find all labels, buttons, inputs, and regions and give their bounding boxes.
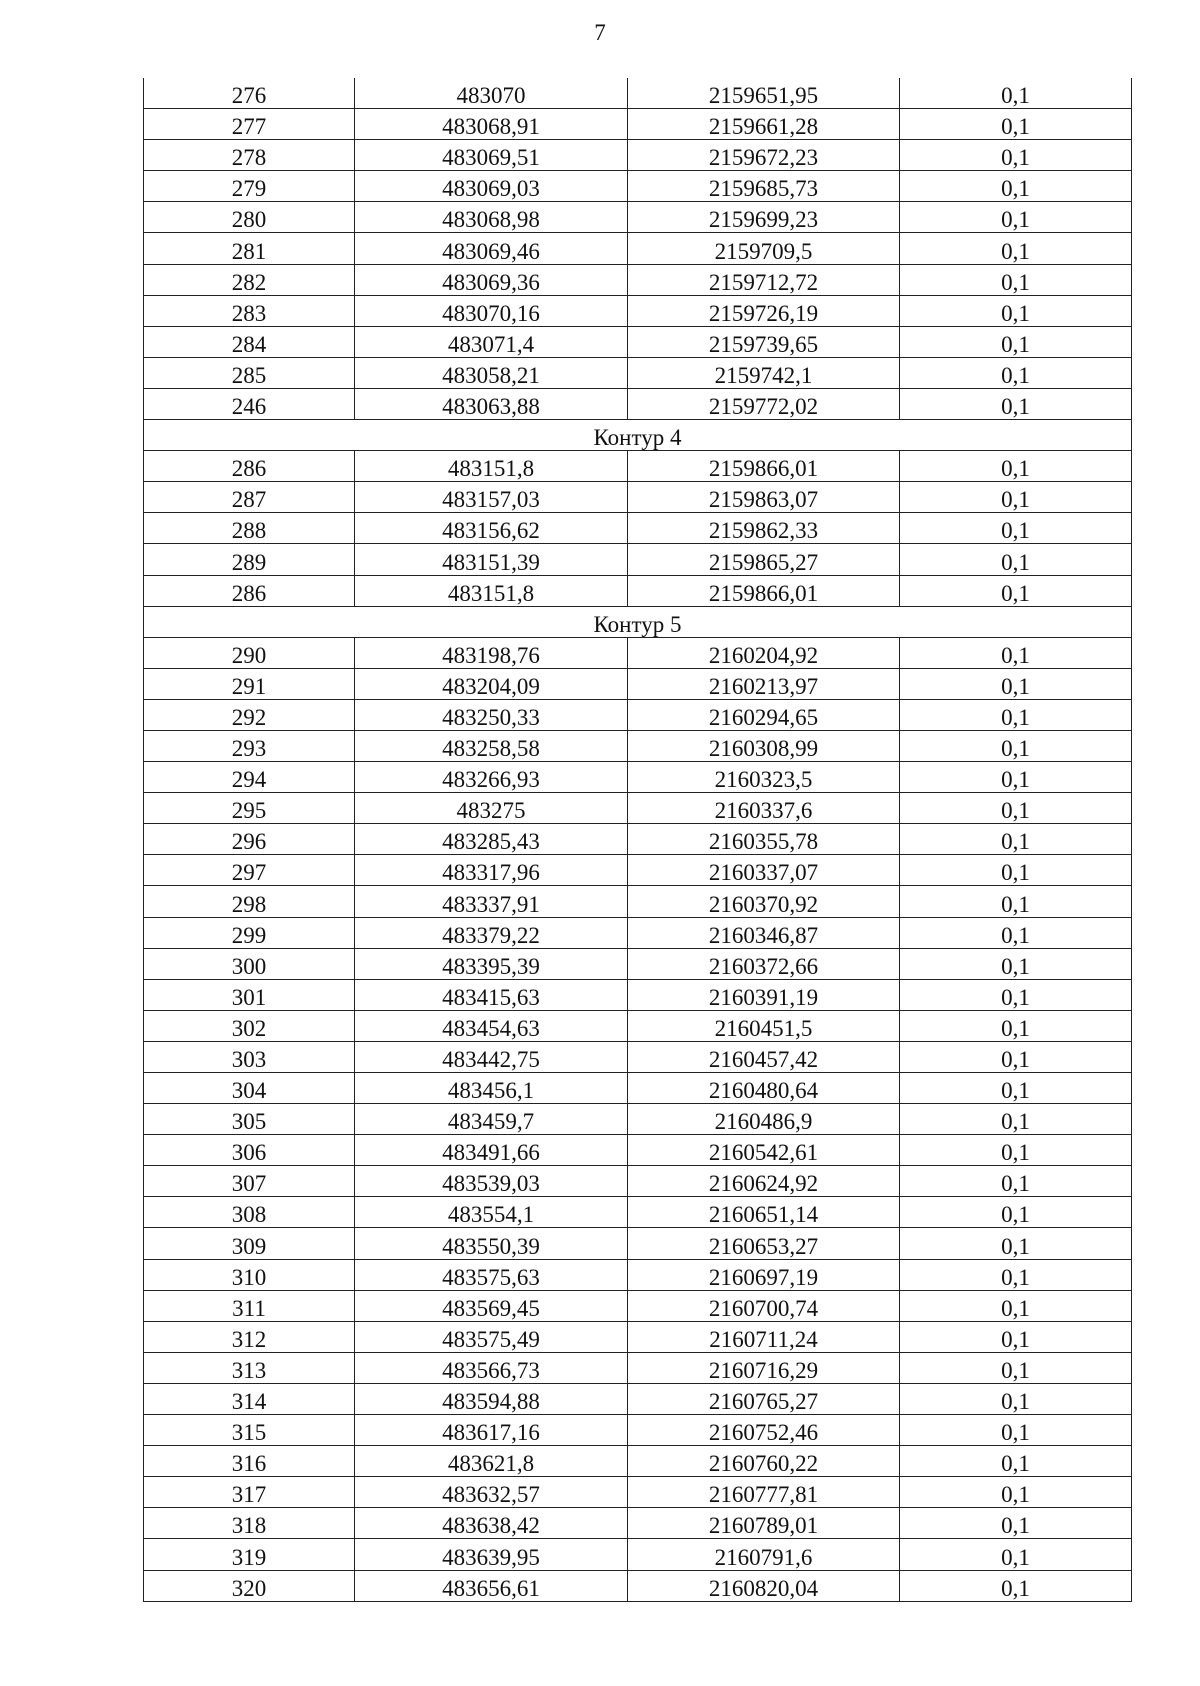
table-row <box>144 1446 1132 1477</box>
accuracy-cell: 0,1 <box>900 668 1132 699</box>
accuracy-cell: 0,1 <box>900 575 1132 606</box>
y-coordinate-cell: 2159863,07 <box>628 482 900 513</box>
accuracy-cell: 0,1 <box>900 513 1132 544</box>
y-coordinate-cell: 2159699,23 <box>628 202 900 233</box>
accuracy-cell: 0,1 <box>900 1539 1132 1570</box>
table-row <box>144 513 1132 544</box>
accuracy-cell: 0,1 <box>900 233 1132 264</box>
accuracy-cell: 0,1 <box>900 948 1132 979</box>
point-number-cell: 314 <box>144 1383 355 1414</box>
accuracy-cell: 0,1 <box>900 295 1132 326</box>
table-row <box>144 1135 1132 1166</box>
accuracy-cell: 0,1 <box>900 1197 1132 1228</box>
y-coordinate-cell: 2160213,97 <box>628 668 900 699</box>
point-number-cell: 302 <box>144 1010 355 1041</box>
point-number-cell: 294 <box>144 762 355 793</box>
x-coordinate-cell: 483491,66 <box>355 1135 628 1166</box>
y-coordinate-cell: 2160820,04 <box>628 1570 900 1601</box>
contour-label: Контур 5 <box>144 606 1132 637</box>
y-coordinate-cell: 2160486,9 <box>628 1104 900 1135</box>
x-coordinate-cell: 483151,8 <box>355 451 628 482</box>
y-coordinate-cell: 2159712,72 <box>628 264 900 295</box>
y-coordinate-cell: 2160697,19 <box>628 1259 900 1290</box>
accuracy-cell: 0,1 <box>900 1010 1132 1041</box>
table-row <box>144 1321 1132 1352</box>
x-coordinate-cell: 483151,8 <box>355 575 628 606</box>
x-coordinate-cell: 483459,7 <box>355 1104 628 1135</box>
x-coordinate-cell: 483395,39 <box>355 948 628 979</box>
point-number-cell: 289 <box>144 544 355 575</box>
table-row <box>144 948 1132 979</box>
point-number-cell: 318 <box>144 1508 355 1539</box>
point-number-cell: 279 <box>144 171 355 202</box>
y-coordinate-cell: 2159866,01 <box>628 451 900 482</box>
contour-header-row <box>144 606 1132 637</box>
accuracy-cell: 0,1 <box>900 886 1132 917</box>
y-coordinate-cell: 2160765,27 <box>628 1383 900 1414</box>
y-coordinate-cell: 2160337,07 <box>628 855 900 886</box>
table-row <box>144 233 1132 264</box>
accuracy-cell: 0,1 <box>900 388 1132 419</box>
point-number-cell: 303 <box>144 1041 355 1072</box>
y-coordinate-cell: 2160355,78 <box>628 824 900 855</box>
table-row <box>144 326 1132 357</box>
y-coordinate-cell: 2160480,64 <box>628 1073 900 1104</box>
table-row <box>144 357 1132 388</box>
y-coordinate-cell: 2159865,27 <box>628 544 900 575</box>
table-row <box>144 1197 1132 1228</box>
point-number-cell: 308 <box>144 1197 355 1228</box>
y-coordinate-cell: 2160308,99 <box>628 730 900 761</box>
y-coordinate-cell: 2159661,28 <box>628 109 900 140</box>
x-coordinate-cell: 483632,57 <box>355 1477 628 1508</box>
y-coordinate-cell: 2160777,81 <box>628 1477 900 1508</box>
table-row <box>144 762 1132 793</box>
x-coordinate-cell: 483454,63 <box>355 1010 628 1041</box>
table-row <box>144 544 1132 575</box>
x-coordinate-cell: 483058,21 <box>355 357 628 388</box>
x-coordinate-cell: 483069,46 <box>355 233 628 264</box>
x-coordinate-cell: 483617,16 <box>355 1415 628 1446</box>
x-coordinate-cell: 483071,4 <box>355 326 628 357</box>
accuracy-cell: 0,1 <box>900 202 1132 233</box>
point-number-cell: 305 <box>144 1104 355 1135</box>
table-row <box>144 109 1132 140</box>
point-number-cell: 296 <box>144 824 355 855</box>
y-coordinate-cell: 2159726,19 <box>628 295 900 326</box>
x-coordinate-cell: 483569,45 <box>355 1290 628 1321</box>
accuracy-cell: 0,1 <box>900 171 1132 202</box>
y-coordinate-cell: 2160711,24 <box>628 1321 900 1352</box>
table-row <box>144 264 1132 295</box>
table-row <box>144 730 1132 761</box>
y-coordinate-cell: 2160700,74 <box>628 1290 900 1321</box>
accuracy-cell: 0,1 <box>900 979 1132 1010</box>
y-coordinate-cell: 2160651,14 <box>628 1197 900 1228</box>
table-row <box>144 1539 1132 1570</box>
point-number-cell: 317 <box>144 1477 355 1508</box>
y-coordinate-cell: 2160391,19 <box>628 979 900 1010</box>
y-coordinate-cell: 2160204,92 <box>628 637 900 668</box>
accuracy-cell: 0,1 <box>900 1073 1132 1104</box>
x-coordinate-cell: 483656,61 <box>355 1570 628 1601</box>
point-number-cell: 310 <box>144 1259 355 1290</box>
accuracy-cell: 0,1 <box>900 1135 1132 1166</box>
accuracy-cell: 0,1 <box>900 1446 1132 1477</box>
table-row <box>144 1259 1132 1290</box>
point-number-cell: 293 <box>144 730 355 761</box>
x-coordinate-cell: 483594,88 <box>355 1383 628 1414</box>
point-number-cell: 281 <box>144 233 355 264</box>
accuracy-cell: 0,1 <box>900 824 1132 855</box>
table-row <box>144 668 1132 699</box>
point-number-cell: 287 <box>144 482 355 513</box>
accuracy-cell: 0,1 <box>900 326 1132 357</box>
y-coordinate-cell: 2160542,61 <box>628 1135 900 1166</box>
x-coordinate-cell: 483258,58 <box>355 730 628 761</box>
y-coordinate-cell: 2159739,65 <box>628 326 900 357</box>
y-coordinate-cell: 2160789,01 <box>628 1508 900 1539</box>
x-coordinate-cell: 483638,42 <box>355 1508 628 1539</box>
accuracy-cell: 0,1 <box>900 637 1132 668</box>
point-number-cell: 277 <box>144 109 355 140</box>
point-number-cell: 286 <box>144 451 355 482</box>
point-number-cell: 320 <box>144 1570 355 1601</box>
x-coordinate-cell: 483337,91 <box>355 886 628 917</box>
table-row <box>144 482 1132 513</box>
accuracy-cell: 0,1 <box>900 1415 1132 1446</box>
x-coordinate-cell: 483539,03 <box>355 1166 628 1197</box>
y-coordinate-cell: 2160457,42 <box>628 1041 900 1072</box>
point-number-cell: 312 <box>144 1321 355 1352</box>
table-row <box>144 793 1132 824</box>
point-number-cell: 285 <box>144 357 355 388</box>
x-coordinate-cell: 483069,03 <box>355 171 628 202</box>
accuracy-cell: 0,1 <box>900 1104 1132 1135</box>
table-row <box>144 1104 1132 1135</box>
accuracy-cell: 0,1 <box>900 1259 1132 1290</box>
point-number-cell: 297 <box>144 855 355 886</box>
point-number-cell: 288 <box>144 513 355 544</box>
x-coordinate-cell: 483156,62 <box>355 513 628 544</box>
accuracy-cell: 0,1 <box>900 1508 1132 1539</box>
point-number-cell: 290 <box>144 637 355 668</box>
x-coordinate-cell: 483442,75 <box>355 1041 628 1072</box>
x-coordinate-cell: 483275 <box>355 793 628 824</box>
accuracy-cell: 0,1 <box>900 482 1132 513</box>
table-row <box>144 824 1132 855</box>
x-coordinate-cell: 483317,96 <box>355 855 628 886</box>
accuracy-cell: 0,1 <box>900 357 1132 388</box>
point-number-cell: 313 <box>144 1352 355 1383</box>
x-coordinate-cell: 483379,22 <box>355 917 628 948</box>
x-coordinate-cell: 483575,49 <box>355 1321 628 1352</box>
accuracy-cell: 0,1 <box>900 917 1132 948</box>
point-number-cell: 246 <box>144 388 355 419</box>
y-coordinate-cell: 2160653,27 <box>628 1228 900 1259</box>
accuracy-cell: 0,1 <box>900 1352 1132 1383</box>
x-coordinate-cell: 483415,63 <box>355 979 628 1010</box>
y-coordinate-cell: 2160346,87 <box>628 917 900 948</box>
table-row <box>144 855 1132 886</box>
coordinates-table-body <box>144 78 1132 1601</box>
x-coordinate-cell: 483575,63 <box>355 1259 628 1290</box>
contour-header-row <box>144 420 1132 451</box>
point-number-cell: 300 <box>144 948 355 979</box>
accuracy-cell: 0,1 <box>900 78 1132 109</box>
table-row <box>144 1228 1132 1259</box>
accuracy-cell: 0,1 <box>900 264 1132 295</box>
table-row <box>144 1041 1132 1072</box>
y-coordinate-cell: 2159685,73 <box>628 171 900 202</box>
x-coordinate-cell: 483250,33 <box>355 699 628 730</box>
accuracy-cell: 0,1 <box>900 544 1132 575</box>
x-coordinate-cell: 483566,73 <box>355 1352 628 1383</box>
table-row <box>144 637 1132 668</box>
x-coordinate-cell: 483554,1 <box>355 1197 628 1228</box>
table-row <box>144 1073 1132 1104</box>
point-number-cell: 304 <box>144 1073 355 1104</box>
table-row <box>144 575 1132 606</box>
point-number-cell: 301 <box>144 979 355 1010</box>
accuracy-cell: 0,1 <box>900 699 1132 730</box>
table-row <box>144 1290 1132 1321</box>
x-coordinate-cell: 483204,09 <box>355 668 628 699</box>
y-coordinate-cell: 2160791,6 <box>628 1539 900 1570</box>
table-row <box>144 295 1132 326</box>
point-number-cell: 309 <box>144 1228 355 1259</box>
table-row <box>144 1477 1132 1508</box>
y-coordinate-cell: 2160294,65 <box>628 699 900 730</box>
accuracy-cell: 0,1 <box>900 1166 1132 1197</box>
page-number: 7 <box>594 20 606 45</box>
point-number-cell: 292 <box>144 699 355 730</box>
table-row <box>144 1010 1132 1041</box>
accuracy-cell: 0,1 <box>900 793 1132 824</box>
y-coordinate-cell: 2160337,6 <box>628 793 900 824</box>
table-row <box>144 451 1132 482</box>
table-row <box>144 1415 1132 1446</box>
point-number-cell: 307 <box>144 1166 355 1197</box>
point-number-cell: 306 <box>144 1135 355 1166</box>
table-row <box>144 886 1132 917</box>
point-number-cell: 298 <box>144 886 355 917</box>
x-coordinate-cell: 483070,16 <box>355 295 628 326</box>
accuracy-cell: 0,1 <box>900 1477 1132 1508</box>
x-coordinate-cell: 483069,51 <box>355 140 628 171</box>
point-number-cell: 311 <box>144 1290 355 1321</box>
point-number-cell: 291 <box>144 668 355 699</box>
x-coordinate-cell: 483285,43 <box>355 824 628 855</box>
accuracy-cell: 0,1 <box>900 1041 1132 1072</box>
x-coordinate-cell: 483639,95 <box>355 1539 628 1570</box>
table-row <box>144 1508 1132 1539</box>
x-coordinate-cell: 483456,1 <box>355 1073 628 1104</box>
accuracy-cell: 0,1 <box>900 1321 1132 1352</box>
x-coordinate-cell: 483151,39 <box>355 544 628 575</box>
y-coordinate-cell: 2159866,01 <box>628 575 900 606</box>
point-number-cell: 280 <box>144 202 355 233</box>
y-coordinate-cell: 2159651,95 <box>628 78 900 109</box>
y-coordinate-cell: 2159672,23 <box>628 140 900 171</box>
table-row <box>144 979 1132 1010</box>
y-coordinate-cell: 2160760,22 <box>628 1446 900 1477</box>
accuracy-cell: 0,1 <box>900 109 1132 140</box>
table-row <box>144 171 1132 202</box>
point-number-cell: 284 <box>144 326 355 357</box>
x-coordinate-cell: 483068,91 <box>355 109 628 140</box>
accuracy-cell: 0,1 <box>900 1383 1132 1414</box>
point-number-cell: 315 <box>144 1415 355 1446</box>
y-coordinate-cell: 2160716,29 <box>628 1352 900 1383</box>
point-number-cell: 299 <box>144 917 355 948</box>
point-number-cell: 283 <box>144 295 355 326</box>
table-row <box>144 202 1132 233</box>
accuracy-cell: 0,1 <box>900 762 1132 793</box>
table-row <box>144 699 1132 730</box>
table-row <box>144 78 1132 109</box>
y-coordinate-cell: 2159742,1 <box>628 357 900 388</box>
point-number-cell: 295 <box>144 793 355 824</box>
accuracy-cell: 0,1 <box>900 855 1132 886</box>
table-row <box>144 1570 1132 1601</box>
point-number-cell: 316 <box>144 1446 355 1477</box>
y-coordinate-cell: 2160372,66 <box>628 948 900 979</box>
y-coordinate-cell: 2160752,46 <box>628 1415 900 1446</box>
coordinates-table <box>143 78 1132 1602</box>
point-number-cell: 286 <box>144 575 355 606</box>
accuracy-cell: 0,1 <box>900 730 1132 761</box>
accuracy-cell: 0,1 <box>900 1570 1132 1601</box>
x-coordinate-cell: 483070 <box>355 78 628 109</box>
contour-label: Контур 4 <box>144 420 1132 451</box>
point-number-cell: 278 <box>144 140 355 171</box>
x-coordinate-cell: 483266,93 <box>355 762 628 793</box>
y-coordinate-cell: 2159772,02 <box>628 388 900 419</box>
y-coordinate-cell: 2160451,5 <box>628 1010 900 1041</box>
x-coordinate-cell: 483550,39 <box>355 1228 628 1259</box>
table-row <box>144 140 1132 171</box>
x-coordinate-cell: 483621,8 <box>355 1446 628 1477</box>
point-number-cell: 282 <box>144 264 355 295</box>
y-coordinate-cell: 2159709,5 <box>628 233 900 264</box>
accuracy-cell: 0,1 <box>900 140 1132 171</box>
x-coordinate-cell: 483069,36 <box>355 264 628 295</box>
table-row <box>144 917 1132 948</box>
y-coordinate-cell: 2160370,92 <box>628 886 900 917</box>
y-coordinate-cell: 2160323,5 <box>628 762 900 793</box>
table-row <box>144 1166 1132 1197</box>
point-number-cell: 276 <box>144 78 355 109</box>
x-coordinate-cell: 483198,76 <box>355 637 628 668</box>
x-coordinate-cell: 483063,88 <box>355 388 628 419</box>
accuracy-cell: 0,1 <box>900 1290 1132 1321</box>
x-coordinate-cell: 483157,03 <box>355 482 628 513</box>
y-coordinate-cell: 2160624,92 <box>628 1166 900 1197</box>
x-coordinate-cell: 483068,98 <box>355 202 628 233</box>
accuracy-cell: 0,1 <box>900 451 1132 482</box>
y-coordinate-cell: 2159862,33 <box>628 513 900 544</box>
accuracy-cell: 0,1 <box>900 1228 1132 1259</box>
table-row <box>144 388 1132 419</box>
table-row <box>144 1352 1132 1383</box>
table-row <box>144 1383 1132 1414</box>
point-number-cell: 319 <box>144 1539 355 1570</box>
